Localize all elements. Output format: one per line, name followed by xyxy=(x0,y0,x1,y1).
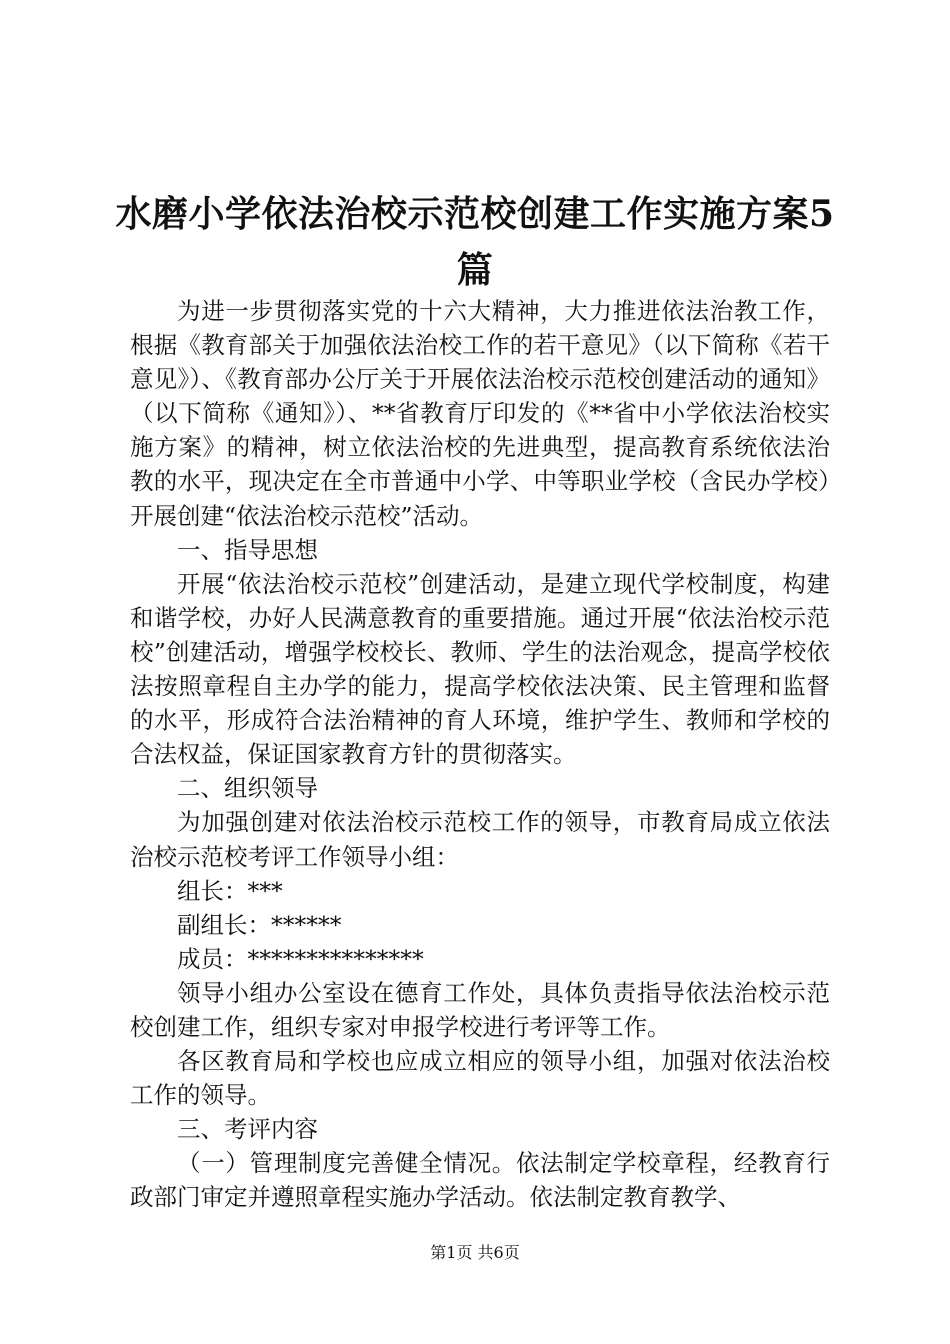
paragraph-evaluation-1: （一）管理制度完善健全情况。依法制定学校章程，经教育行政部门审定并遵照章程实施办学活动。依法制定教育教学、 xyxy=(130,1149,830,1212)
paragraph-office: 领导小组办公室设在德育工作处，具体负责指导依法治校示范校创建工作，组织专家对申报学校进行考评等工作。 xyxy=(130,978,830,1041)
line-group-leader: 组长：*** xyxy=(177,876,283,905)
page-number: 第1页 共6页 xyxy=(430,1243,520,1262)
heading-guiding-thought: 一、指导思想 xyxy=(177,535,318,564)
document-body xyxy=(130,294,830,1215)
paragraph-guiding-thought: 开展“依法治校示范校”创建活动，是建立现代学校制度，构建和谐学校，办好人民满意教育的重要措施。通过开展“依法治校示范校”创建活动，增强学校校长、教师、学生的法治观念，提高学校依法按照章程自主办学的能力，提高学校依法决策、民主管理和监督的水平，形成符合法治精神的育人环境，维护学生、教师和学校的合法权益，保证国家教育方针的贯彻落实。 xyxy=(130,569,830,769)
heading-organization: 二、组织领导 xyxy=(177,774,318,803)
paragraph-district: 各区教育局和学校也应成立相应的领导小组，加强对依法治校工作的领导。 xyxy=(130,1047,830,1110)
heading-evaluation: 三、考评内容 xyxy=(177,1115,318,1144)
paragraph-intro: 为进一步贯彻落实党的十六大精神，大力推进依法治教工作，根据《教育部关于加强依法治校工作的若干意见》（以下简称《若干意见》）、《教育部办公厅关于开展依法治校示范校创建活动的通知》（以下简称《通知》）、**省教育厅印发的《**省中小学依法治校实施方案》的精神，树立依法治校的先进典型，提高教育系统依法治教的水平，现决定在全市普通中小学、中等职业学校（含民办学校）开展创建“依法治校示范校”活动。 xyxy=(130,297,830,530)
paragraph-organization: 为加强创建对依法治校示范校工作的领导，市教育局成立依法治校示范校考评工作领导小组： xyxy=(130,808,830,871)
line-deputy-leader: 副组长：****** xyxy=(177,910,342,939)
line-members: 成员：*************** xyxy=(177,944,424,973)
document-title: 水磨小学依法治校示范校创建工作实施方案5篇 xyxy=(115,193,835,291)
